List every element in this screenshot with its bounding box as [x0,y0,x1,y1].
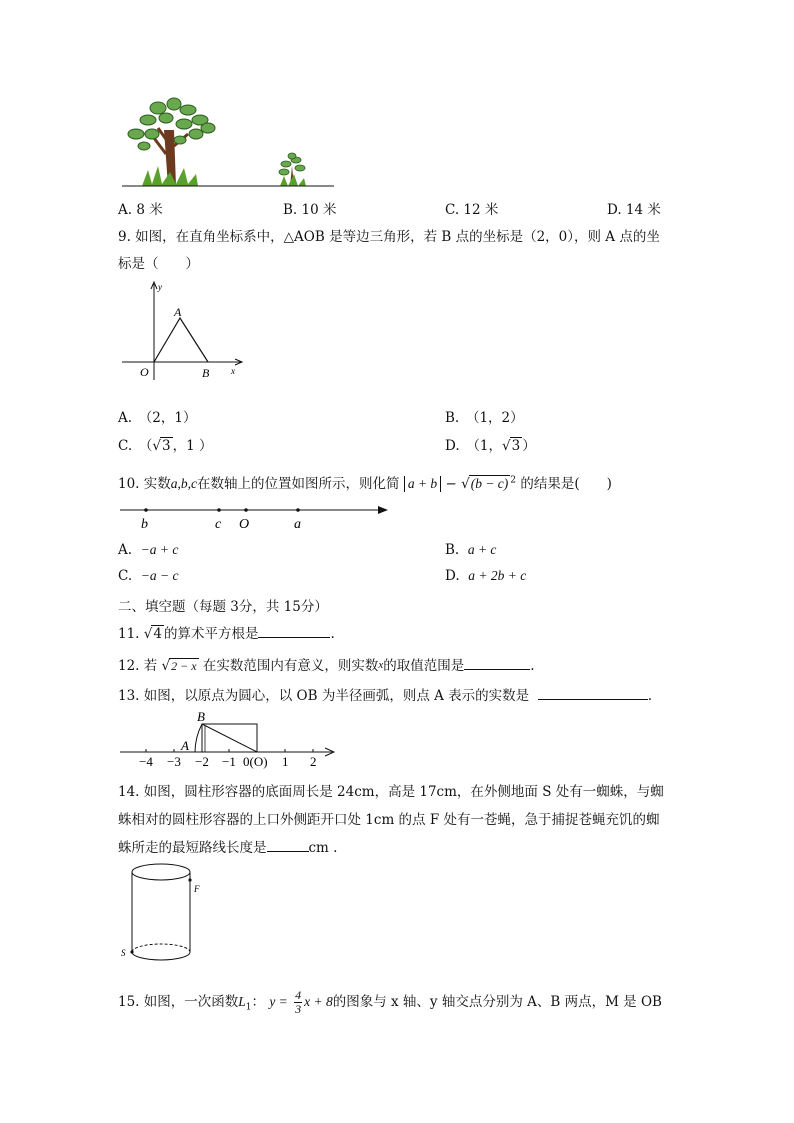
section-heading: 二、填空题（每题 3分，共 15分） [118,599,328,615]
tree-figure [118,94,338,190]
q13-tick-label: −4 [139,754,153,769]
q13-tick-label: −1 [222,754,236,769]
q10-number-line [118,500,394,534]
q11: 11. √4 的算术平方根是 . [118,622,335,642]
q10-option-a: A. −a + c [118,542,179,558]
q9-option-a: A. （2，1） [118,410,197,426]
q9-point-o: O [140,365,149,379]
q13-tick-label: −3 [167,754,181,769]
q9-point-b: B [202,366,210,380]
q8-option-a: A. 8 米 [118,202,163,218]
q13: 13. 如图，以原点为圆心，以 OB 为半径画弧，则点 A 表示的实数是 . [118,684,652,704]
q9-point-a: A [174,305,182,319]
q14-point-f: F [194,884,200,894]
q10-option-c: C. −a − c [118,568,179,584]
q10-label-o: O [239,517,250,532]
q9-stem-line1: 9. 如图，在直角坐标系中，△AOB 是等边三角形，若 B 点的坐标是（2，0），则 A 点的坐 [118,229,660,245]
q14-line3: 蛛所走的最短路线长度是 cm . [118,836,337,856]
q13-point-b: B [197,709,205,724]
q14-line2: 蛛相对的圆柱形容器的上口外侧距开口处 1cm 的点 F 处有一苍蝇，急于捕捉苍蝇充饥的蜘 [118,812,660,828]
q10-stem: 10. 实数a,b,c在数轴上的位置如图所示，则化简 a + b − √(b − c) $^2$ 的结果是( ) [118,475,612,492]
q13-tick-label: 2 [310,754,317,769]
q8-option-c: C. 12 米 [445,202,499,218]
q11-answer-blank [258,623,330,638]
q13-tick-label: 1 [282,754,289,769]
q15-stem: 15. 如图，一次函数$L_1$： y = $\frac{4}{3}$ x + 8的图象与 x 轴、y 轴交点分别为 A、B 两点，M 是 OB [118,988,662,1016]
q13-point-a: A [181,738,189,753]
q12-answer-blank [464,655,530,670]
q14-answer-blank [267,837,309,852]
q10-label-b: b [141,517,148,532]
q12: 12. 若 √2 − x 在实数范围内有意义，则实数x的取值范围是 . [118,654,535,674]
q9-x-label: x [231,366,235,376]
q9-option-b: B. （1，2） [445,410,524,426]
q8-option-b: B. 10 米 [283,202,337,218]
q9-coordinate-figure [118,280,248,384]
q9-option-c: C. （√3 ，1 ） [118,438,213,454]
q9-stem-line2: 标是（ ） [118,256,199,272]
q13-number-line-figure [118,708,340,770]
q14-line1: 14. 如图，圆柱形容器的底面周长是 24cm，高是 17cm，在外侧地面 S 处有一蜘蛛，与蜘 [118,784,664,800]
q13-tick-label: −2 [195,754,209,769]
q9-y-label: y [158,282,162,292]
q14-cylinder-figure [118,860,208,970]
q10-option-d: D. a + 2b + c [445,568,527,584]
q8-option-d: D. 14 米 [607,202,661,218]
q10-option-b: B. a + c [445,542,497,558]
q9-option-d: D. （1，√3 ） [445,438,536,454]
q10-label-c: c [215,517,222,532]
q10-label-a: a [294,517,301,532]
q14-point-s: S [121,948,126,958]
q13-answer-blank [538,685,648,700]
q13-tick-label: 0(O) [243,754,268,769]
